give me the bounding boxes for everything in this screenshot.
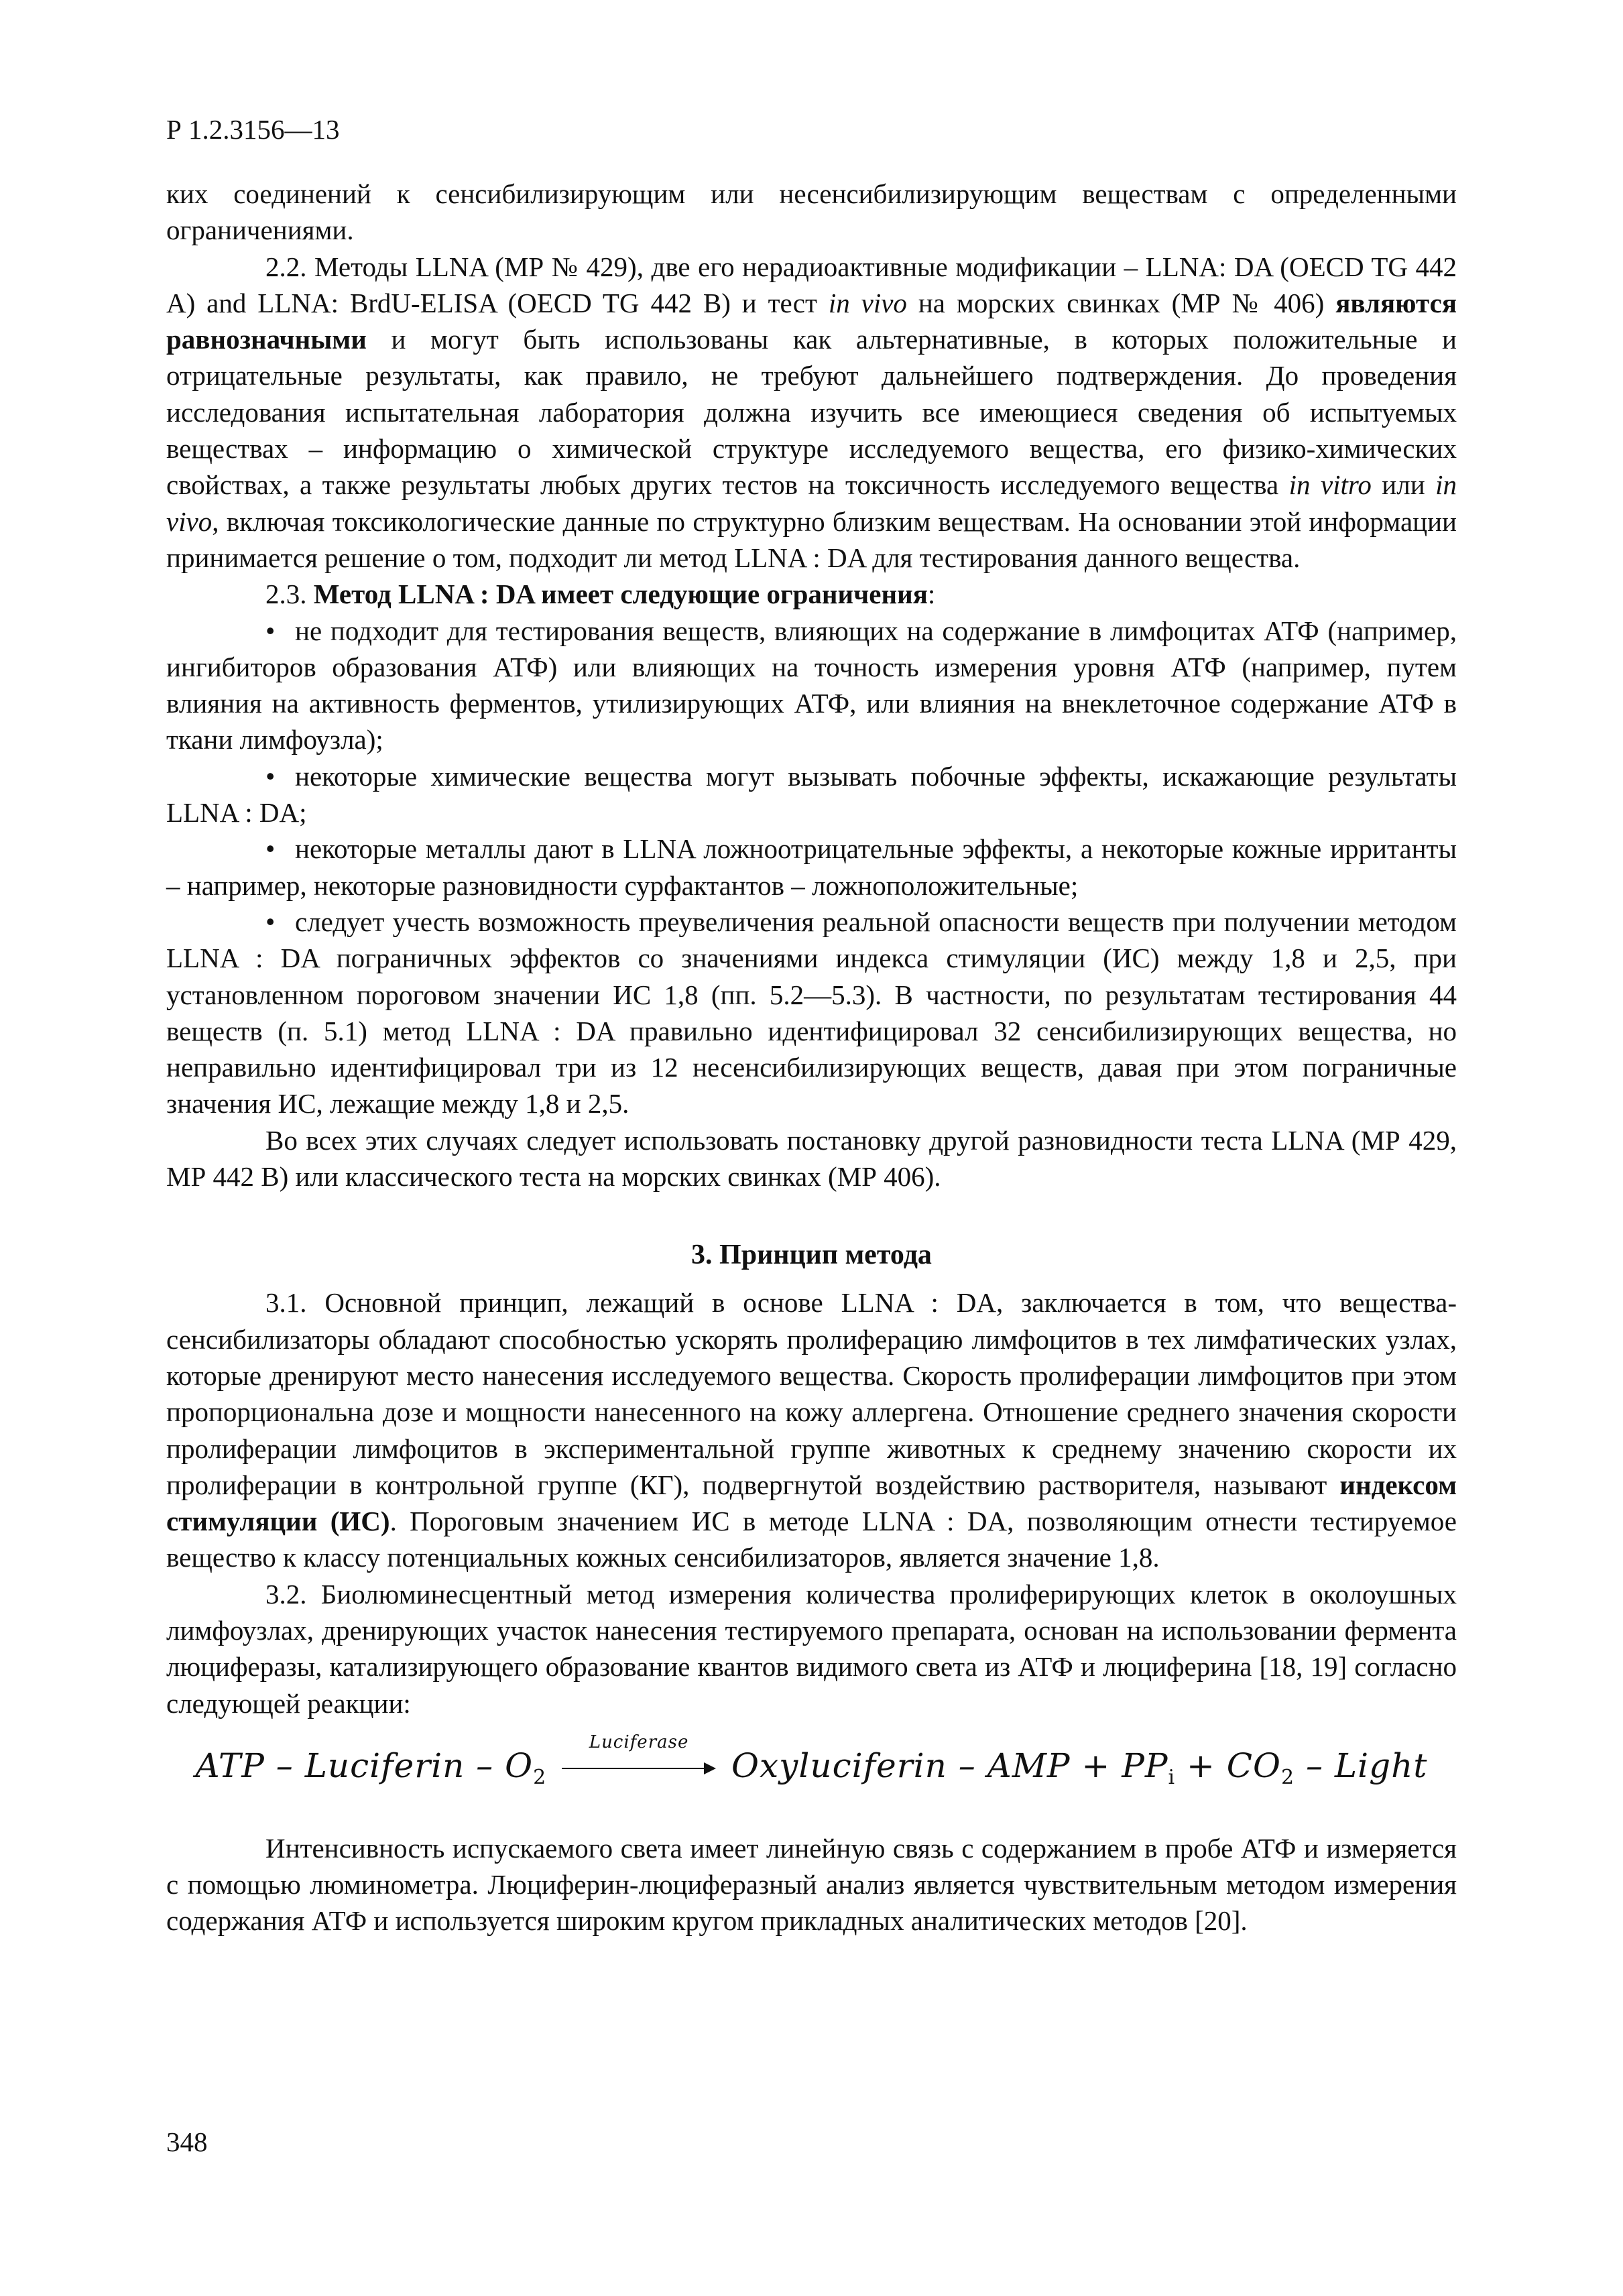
paragraph-2-3 xyxy=(166,576,1457,612)
bullet-text: некоторые металлы дают в LLNA ложноотрицательные эффекты, а некоторые кожные ирританты – например, некоторые разновидности сурфактантов – ложноположительные; xyxy=(166,833,1457,901)
p22-text-b: на морских свинках (МР № 406) xyxy=(906,287,1336,318)
p22-in-vivo: in vivo xyxy=(828,287,907,318)
reaction-formula xyxy=(166,1732,1457,1805)
p22-text-d: или xyxy=(1371,469,1436,501)
p23-bold-title: Метод LLNA : DA имеет следующие ограничения xyxy=(313,579,928,610)
bullet-dot-icon: • xyxy=(265,906,276,937)
bullet-item xyxy=(166,904,1457,1122)
formula-left: ATP – Luciferin – O xyxy=(195,1746,534,1785)
paragraph-intensity: Интенсивность испускаемого света имеет линейную связь с содержанием в пробе АТФ и измеряется с помощью люминометра. Люциферин-люциферазный анализ является чувствительным методом измерения содержания АТФ и используется широким кругом прикладных аналитических методов [20]. xyxy=(166,1832,1457,1937)
p23-number: 2.3. xyxy=(265,579,314,610)
formula-right-c: – Light xyxy=(1295,1746,1428,1785)
p31-bold-index: индексом стимуляции (ИС) xyxy=(166,1469,1457,1537)
bullet-item xyxy=(166,758,1457,831)
p22-in-vivo-2: in vivo xyxy=(166,469,1457,537)
bullet-item xyxy=(166,831,1457,904)
bullet-text: не подходит для тестирования веществ, влияющих на содержание в лимфоцитах АТФ (например, ингибиторов образования АТФ) или влияющих на точность измерения уровня АТФ (например, путем влияния на активность ферментов, утилизирующих АТФ, или влияния на внеклеточное содержание АТФ в ткани лимфоузла); xyxy=(166,615,1457,756)
p22-text-e: , включая токсикологические данные по структурно близким веществам. На основании этой информации принимается решение о том, подходит ли метод LLNA : DA для тестирования данного вещества. xyxy=(166,505,1457,573)
paragraph-3-2: 3.2. Биолюминесцентный метод измерения количества пролиферирующих клеток в околоушных лимфоузлах, дренирующих участок нанесения тестируемого препарата, основан на использовании фермента люциферазы, катализирующего образование квантов видимого света из АТФ и люциферина [18, 19] согласно следующей реакции: xyxy=(166,1578,1457,1719)
formula-right-a: Oxyluciferin – AMP + PP xyxy=(731,1746,1168,1785)
p22-text-c: и могут быть использованы как альтернативные, в которых положительные и отрицательные результаты, как правило, не требуют дальнейшего подтверждения. До проведения исследования испытательная лаборатория должна изучить все имеющиеся сведения об испытуемых веществах – информацию о химической структуре исследуемого вещества, его физико-химических свойствах, а также результаты любых других тестов на токсичность исследуемого вещества xyxy=(166,324,1457,501)
bullet-text: некоторые химические вещества могут вызывать побочные эффекты, искажающие результаты LLNA : DA; xyxy=(166,760,1457,829)
paragraph-all-cases: Во всех этих случаях следует использовать постановку другой разновидности теста LLNA (МР 429, МР 442 В) или классического теста на морских свинках (МР 406). xyxy=(166,1124,1457,1193)
p31-text-b: . Пороговым значением ИС в методе LLNA : DA, позволяющим отнести тестируемое вещество к классу потенциальных кожных сенсибилизаторов, является значение 1,8. xyxy=(166,1506,1457,1573)
page-content xyxy=(166,176,1457,1939)
formula-right-b: + CO xyxy=(1175,1746,1282,1785)
bullet-text: следует учесть возможность преувеличения реальной опасности веществ при получении методом LLNA : DA пограничных эффектов со значениями индекса стимуляции (ИС) между 1,8 и 2,5, при установленном пороговом значении ИС 1,8 (пп. 5.2—5.3). В частности, по результатам тестирования 44 веществ (п. 5.1) метод LLNA : DA правильно идентифицировал 32 сенсибилизирующих вещества, но неправильно идентифицировал три из 12 несенсибилизирующих веществ, давая при этом пограничные значения ИС, лежащие между 1,8 и 2,5. xyxy=(166,906,1457,1120)
bullet-dot-icon: • xyxy=(265,760,276,792)
bullet-dot-icon: • xyxy=(265,833,276,865)
section-3-heading: 3. Принцип метода xyxy=(691,1240,932,1271)
p31-text-a: 3.1. Основной принцип, лежащий в основе LLNA : DA, заключается в том, что вещества-сенсибилизаторы обладают способностью ускорять пролиферацию лимфоцитов в тех лимфатических узлах, которые дренируют место нанесения исследуемого вещества. Скорость пролиферации лимфоцитов при этом пропорциональна дозе и мощности нанесенного на кожу аллергена. Отношение среднего значения скорости пролиферации лимфоцитов в экспериментальной группе животных к среднему значению скорости их пролиферации в контрольной группе (КГ), подвергнутой воздействию растворителя, называют xyxy=(166,1287,1457,1500)
formula-co2-subscript: 2 xyxy=(1281,1765,1295,1789)
formula-o2-subscript: 2 xyxy=(533,1765,547,1789)
paragraph-2-2 xyxy=(166,249,1457,577)
arrow-label: Luciferase xyxy=(589,1732,689,1752)
paragraph-continuation: ких соединений к сенсибилизирующим или несенсибилизирующим веществам с определенными ограничениями. xyxy=(166,178,1457,246)
page-number: 348 xyxy=(166,2126,208,2157)
formula-pp-subscript: i xyxy=(1168,1765,1176,1789)
p23-colon: : xyxy=(927,579,936,610)
p22-in-vitro: in vitro xyxy=(1288,469,1372,501)
bullet-item xyxy=(166,613,1457,758)
p22-text-a: 2.2. Методы LLNA (МР № 429), две его нерадиоактивные модификации – LLNA: DA (OECD TG 442 A) and LLNA: BrdU-ELISA (OECD TG 442 B) и тест xyxy=(166,251,1457,318)
document-code-header: Р 1.2.3156—13 xyxy=(166,114,340,145)
p22-bold-equivalent: являются равнозначными xyxy=(166,287,1457,355)
paragraph-3-1 xyxy=(166,1284,1457,1575)
reaction-arrow-icon xyxy=(562,1732,716,1782)
bullet-dot-icon: • xyxy=(265,615,276,646)
